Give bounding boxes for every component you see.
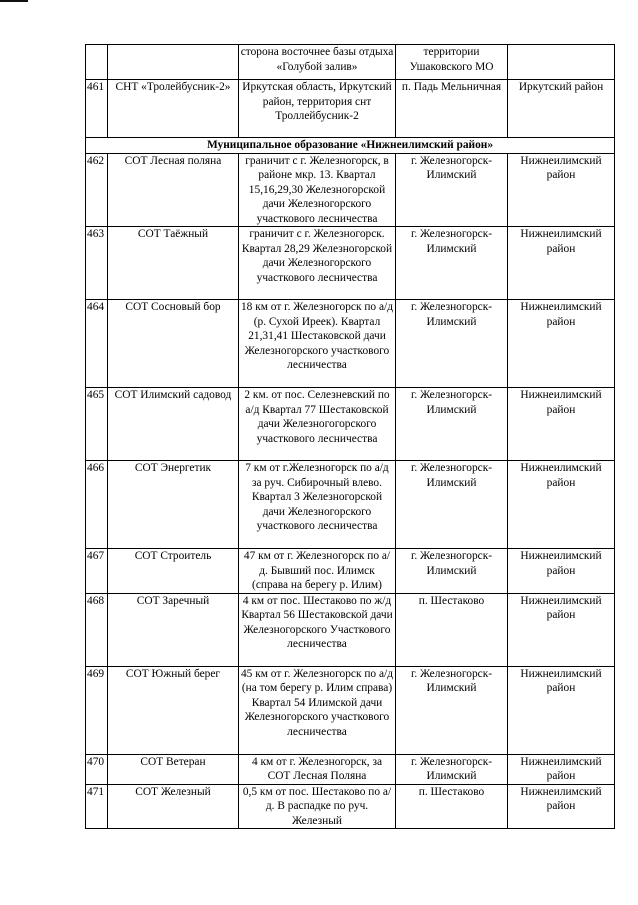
table-row-continued: [86, 45, 615, 80]
row-district: Нижнеилимский район: [508, 593, 615, 666]
row-number: 465: [86, 388, 108, 461]
row-district: Нижнеилимский район: [508, 388, 615, 461]
row-location: 2 км. от пос. Селезневский по а/д Квартал 77 Шестаковской дачи Железногогорского участкового лесничества: [239, 388, 396, 461]
section-header-row: [86, 138, 615, 154]
row-name: СОТ Илимский садовод: [108, 388, 239, 461]
row-settlement: г. Железногорск-Илимский: [396, 754, 508, 784]
row-settlement: г. Железногорск-Илимский: [396, 549, 508, 594]
row-name: СОТ Строитель: [108, 549, 239, 594]
row-name: [108, 45, 239, 80]
row-number: 466: [86, 461, 108, 549]
row-district: [508, 45, 615, 80]
row-location: 18 км от г. Железногорск по а/д (р. Сухой Иреек). Квартал 21,31,41 Шестаковской дачи Железногорского участкового лесничества: [239, 300, 396, 388]
row-name: СОТ Лесная поляна: [108, 153, 239, 227]
row-number: 461: [86, 80, 108, 138]
row-district: Нижнеилимский район: [508, 666, 615, 754]
row-number: 464: [86, 300, 108, 388]
table-row: [86, 754, 615, 784]
row-number: 468: [86, 593, 108, 666]
row-number: 463: [86, 227, 108, 300]
row-number: 471: [86, 784, 108, 829]
row-location: 4 км от пос. Шестаково по ж/д Квартал 56 Шестаковской дачи Железногорского Участкового лесничества: [239, 593, 396, 666]
row-district: Нижнеилимский район: [508, 461, 615, 549]
row-number: 469: [86, 666, 108, 754]
row-location: 47 км от г. Железногорск по а/д. Бывший пос. Илимск (справа на берегу р. Илим): [239, 549, 396, 594]
table-row: [86, 461, 615, 549]
row-location: Иркутская область, Иркутский район, территория снт Троллейбусник-2: [239, 80, 396, 138]
row-location: 4 км от г. Железногорск, за СОТ Лесная Поляна: [239, 754, 396, 784]
row-settlement: г. Железногорск-Илимский: [396, 153, 508, 227]
scan-corner-mark: [0, 0, 28, 2]
row-location: 7 км от г.Железногорск по а/д за руч. Сибирочный влево. Квартал 3 Железногорской дачи Железногорского участкового лесничества: [239, 461, 396, 549]
row-location: граничит с г. Железногорск. Квартал 28,29 Железногорской дачи Железногорского участкового лесничества: [239, 227, 396, 300]
row-settlement: п. Шестаково: [396, 784, 508, 829]
row-settlement: г. Железногорск-Илимский: [396, 388, 508, 461]
row-number: [86, 45, 108, 80]
table-row: [86, 666, 615, 754]
registry-table: [85, 44, 615, 829]
row-settlement: г. Железногорск-Илимский: [396, 461, 508, 549]
row-number: 462: [86, 153, 108, 227]
row-name: СНТ «Тролейбусник-2»: [108, 80, 239, 138]
row-district: Нижнеилимский район: [508, 549, 615, 594]
row-number: 470: [86, 754, 108, 784]
row-location: граничит с г. Железногорск, в районе мкр. 13. Квартал 15,16,29,30 Железногорской дачи Железногорского участкового лесничества: [239, 153, 396, 227]
table-row: [86, 227, 615, 300]
row-name: СОТ Сосновый бор: [108, 300, 239, 388]
row-name: СОТ Железный: [108, 784, 239, 829]
row-district: Нижнеилимский район: [508, 227, 615, 300]
row-settlement: территории Ушаковского МО: [396, 45, 508, 80]
table-row: [86, 549, 615, 594]
row-settlement: п. Шестаково: [396, 593, 508, 666]
row-name: СОТ Заречный: [108, 593, 239, 666]
row-name: СОТ Таёжный: [108, 227, 239, 300]
row-name: СОТ Ветеран: [108, 754, 239, 784]
row-number: 467: [86, 549, 108, 594]
row-district: Нижнеилимский район: [508, 153, 615, 227]
row-district: Нижнеилимский район: [508, 784, 615, 829]
table-row-461: [86, 80, 615, 138]
table-row: [86, 388, 615, 461]
row-location: сторона восточнее базы отдыха «Голубой залив»: [239, 45, 396, 80]
row-name: СОТ Энергетик: [108, 461, 239, 549]
row-location: 0,5 км от пос. Шестаково по а/д. В распадке по руч. Железный: [239, 784, 396, 829]
row-settlement: г. Железногорск-Илимский: [396, 666, 508, 754]
row-name: СОТ Южный берег: [108, 666, 239, 754]
table-row: [86, 784, 615, 829]
row-location: 45 км от г. Железногорск по а/д (на том берегу р. Илим справа) Квартал 54 Илимской дачи Железногорского участкового лесничества: [239, 666, 396, 754]
row-settlement: г. Железногорск-Илимский: [396, 227, 508, 300]
row-district: Нижнеилимский район: [508, 754, 615, 784]
row-settlement: г. Железногорск-Илимский: [396, 300, 508, 388]
table-row: [86, 153, 615, 227]
row-settlement: п. Падь Мельничная: [396, 80, 508, 138]
row-district: Нижнеилимский район: [508, 300, 615, 388]
row-district: Иркутский район: [508, 80, 615, 138]
table-row: [86, 593, 615, 666]
table-row: [86, 300, 615, 388]
section-title: Муниципальное образование «Нижнеилимский район»: [86, 138, 615, 154]
